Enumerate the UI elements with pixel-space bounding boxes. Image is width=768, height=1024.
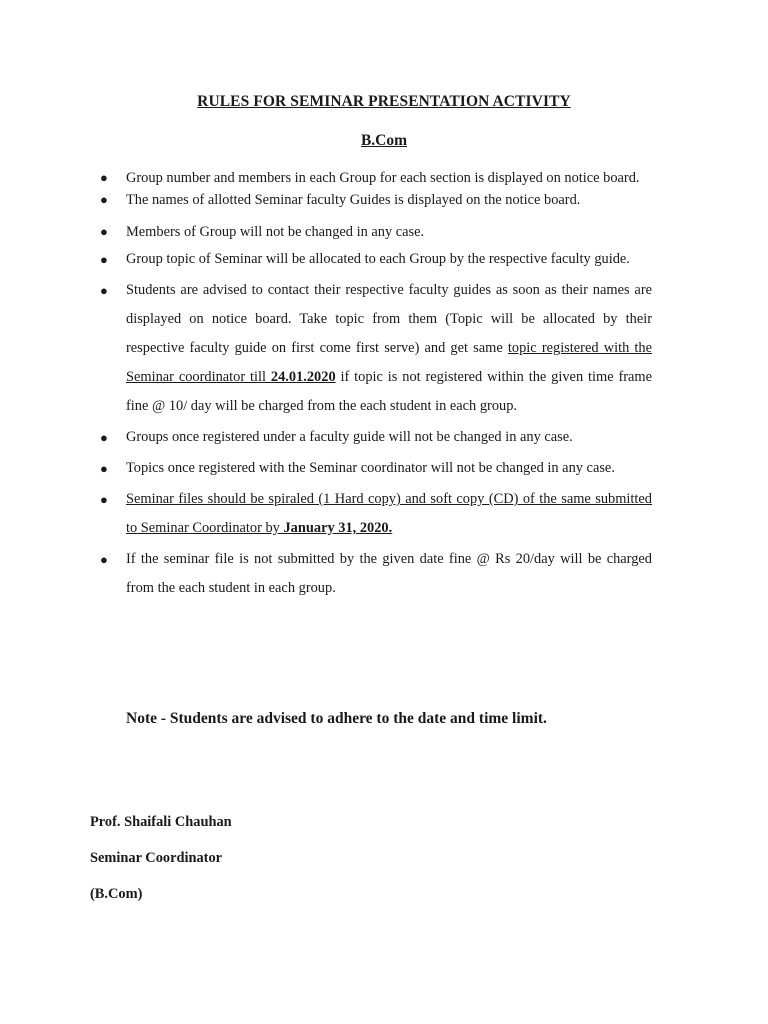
rule-item: [100, 485, 652, 543]
document-title: RULES FOR SEMINAR PRESENTATION ACTIVITY: [197, 93, 571, 110]
rule-text: Group topic of Seminar will be allocated to each Group by the respective faculty guide.: [126, 251, 630, 267]
rule-text-underlined: Seminar files should be spiraled (1 Hard copy) and soft copy (CD) of the same submitted to Seminar Coordinator by: [126, 491, 652, 536]
rule-item: [100, 168, 652, 188]
rule-item: [100, 545, 652, 603]
submission-deadline: January 31, 2020.: [283, 520, 393, 536]
signature-block: [90, 811, 232, 919]
rule-item: [100, 276, 652, 421]
rule-item: [100, 423, 652, 452]
rule-item: [100, 190, 652, 210]
bullet-icon: ●: [100, 283, 108, 298]
bullet-icon: ●: [100, 552, 108, 567]
bullet-icon: ●: [100, 192, 108, 207]
bullet-icon: ●: [100, 492, 108, 507]
document-subtitle: B.Com: [360, 132, 408, 149]
rule-text: Group number and members in each Group for each section is displayed on notice board.: [126, 170, 640, 186]
rule-item: [100, 454, 652, 483]
rule-text-underlined: topic registered with the Seminar coordinator till: [126, 340, 653, 385]
rule-item: [100, 245, 652, 274]
rule-text: If the seminar file is not submitted by the given date fine @ Rs 20/day will be charged from the each student in each group.: [126, 551, 652, 596]
bullet-icon: ●: [100, 461, 108, 476]
signatory-department: (B.Com): [90, 886, 143, 902]
rule-text: Students are advised to contact their respective faculty guides as soon as their names are displayed on notice board. Take topic from them (Topic will be allocated by their respective faculty guide on first come first serve) and get same: [126, 282, 652, 356]
signatory-name: Prof. Shaifali Chauhan: [90, 814, 232, 830]
rule-item: [100, 222, 652, 242]
bullet-icon: ●: [100, 170, 108, 185]
bullet-icon: ●: [100, 224, 108, 239]
rule-text: Groups once registered under a faculty guide will not be changed in any case.: [126, 429, 573, 445]
signatory-role: Seminar Coordinator: [90, 850, 223, 866]
rule-text: The names of allotted Seminar faculty Guides is displayed on the notice board.: [126, 192, 581, 208]
rule-text: if topic is not registered within the given time frame fine @ 10/ day will be charged from the each student in each group.: [126, 369, 652, 414]
rule-text: Topics once registered with the Seminar coordinator will not be changed in any case.: [126, 460, 615, 476]
note: Note - Students are advised to adhere to the date and time limit.: [126, 710, 547, 727]
rule-text: Members of Group will not be changed in any case.: [126, 224, 425, 240]
rules-list: [100, 168, 652, 605]
bullet-icon: ●: [100, 252, 108, 267]
registration-deadline: 24.01.2020: [270, 369, 336, 385]
bullet-icon: ●: [100, 430, 108, 445]
